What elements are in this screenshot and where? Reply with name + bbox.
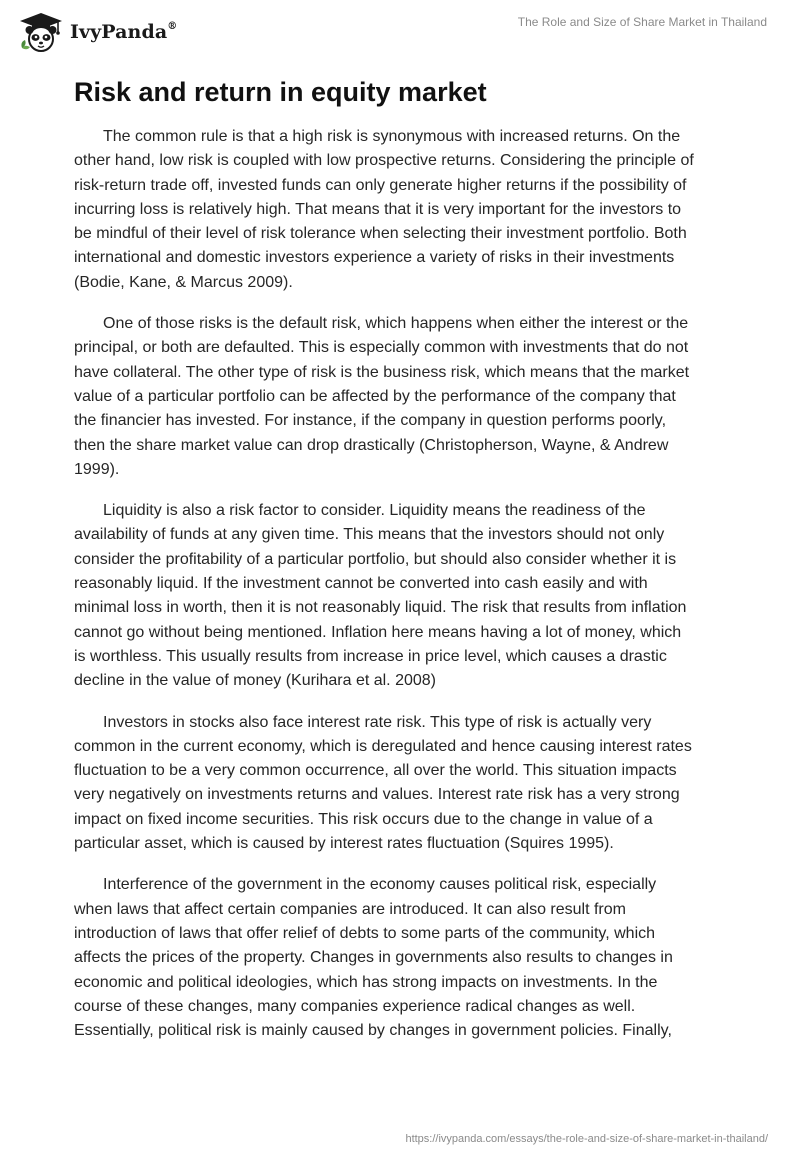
- brand-logo[interactable]: [18, 10, 177, 54]
- document-title: The Role and Size of Share Market in Thailand: [517, 15, 767, 29]
- paragraph: Investors in stocks also face interest rate risk. This type of risk is actually very common in the current economy, which is deregulated and hence causing interest rates fluctuation to be a very common occurrence, all over the world. This situation impacts very negatively on investments returns and values. Interest rate risk has a very strong impact on fixed income securities. This risk occurs due to the change in value of a particular asset, which is caused by interest rates fluctuation (Squires 1995).: [74, 713, 692, 853]
- panda-graduate-icon: [18, 10, 64, 54]
- paragraph: The common rule is that a high risk is synonymous with increased returns. On the other hand, low risk is coupled with low prospective returns. Considering the principle of risk-return trade off, invested funds can only generate higher returns if the possibility of incurring loss is relatively high. That means that it is very important for the investors to be mindful of their level of risk tolerance when selecting their investment portfolio. Both international and domestic investors experience a variety of risks in their investments (Bodie, Kane, & Marcus 2009).: [74, 128, 694, 291]
- article-heading: Risk and return in equity market: [74, 77, 487, 107]
- paragraph: Liquidity is also a risk factor to consider. Liquidity means the readiness of the availability of funds at any given time. This means that the investors should not only consider the profitability of a particular portfolio, but should also consider whether it is reasonably liquid. If the investment cannot be converted into cash easily and with minimal loss in worth, then it is not reasonably liquid. The risk that results from inflation cannot go without being mentioned. Inflation here means having a lot of money, which is worthless. This usually results from increase in price level, which causes a drastic decline in the value of money (Kurihara et al. 2008): [74, 502, 687, 690]
- source-url[interactable]: https://ivypanda.com/essays/the-role-and-size-of-share-market-in-thailand/: [405, 1133, 768, 1145]
- paragraph: Interference of the government in the economy causes political risk, especially when laws that affect certain companies are introduced. It can also result from introduction of laws that offer relief of debts to some parts of the community, which affects the prices of the property. Changes in governments also results to changes in economic and political ideologies, which has strong impacts on investments. In the course of these changes, many companies experience radical changes as well. Essentially, political risk is mainly caused by changes in government policies. Finally,: [74, 876, 673, 1040]
- brand-name: IvyPanda®: [70, 20, 178, 43]
- article: [74, 74, 754, 1060]
- paragraph: One of those risks is the default risk, which happens when either the interest or the principal, or both are defaulted. This is especially common with investments that do not have collateral. The other type of risk is the business risk, which means that the market value of a particular portfolio can be affected by the performance of the company that the financier has invested. For instance, if the company in question performs poorly, then the share market value can drop drastically (Christopherson, Wayne, & Andrew 1999).: [74, 315, 690, 478]
